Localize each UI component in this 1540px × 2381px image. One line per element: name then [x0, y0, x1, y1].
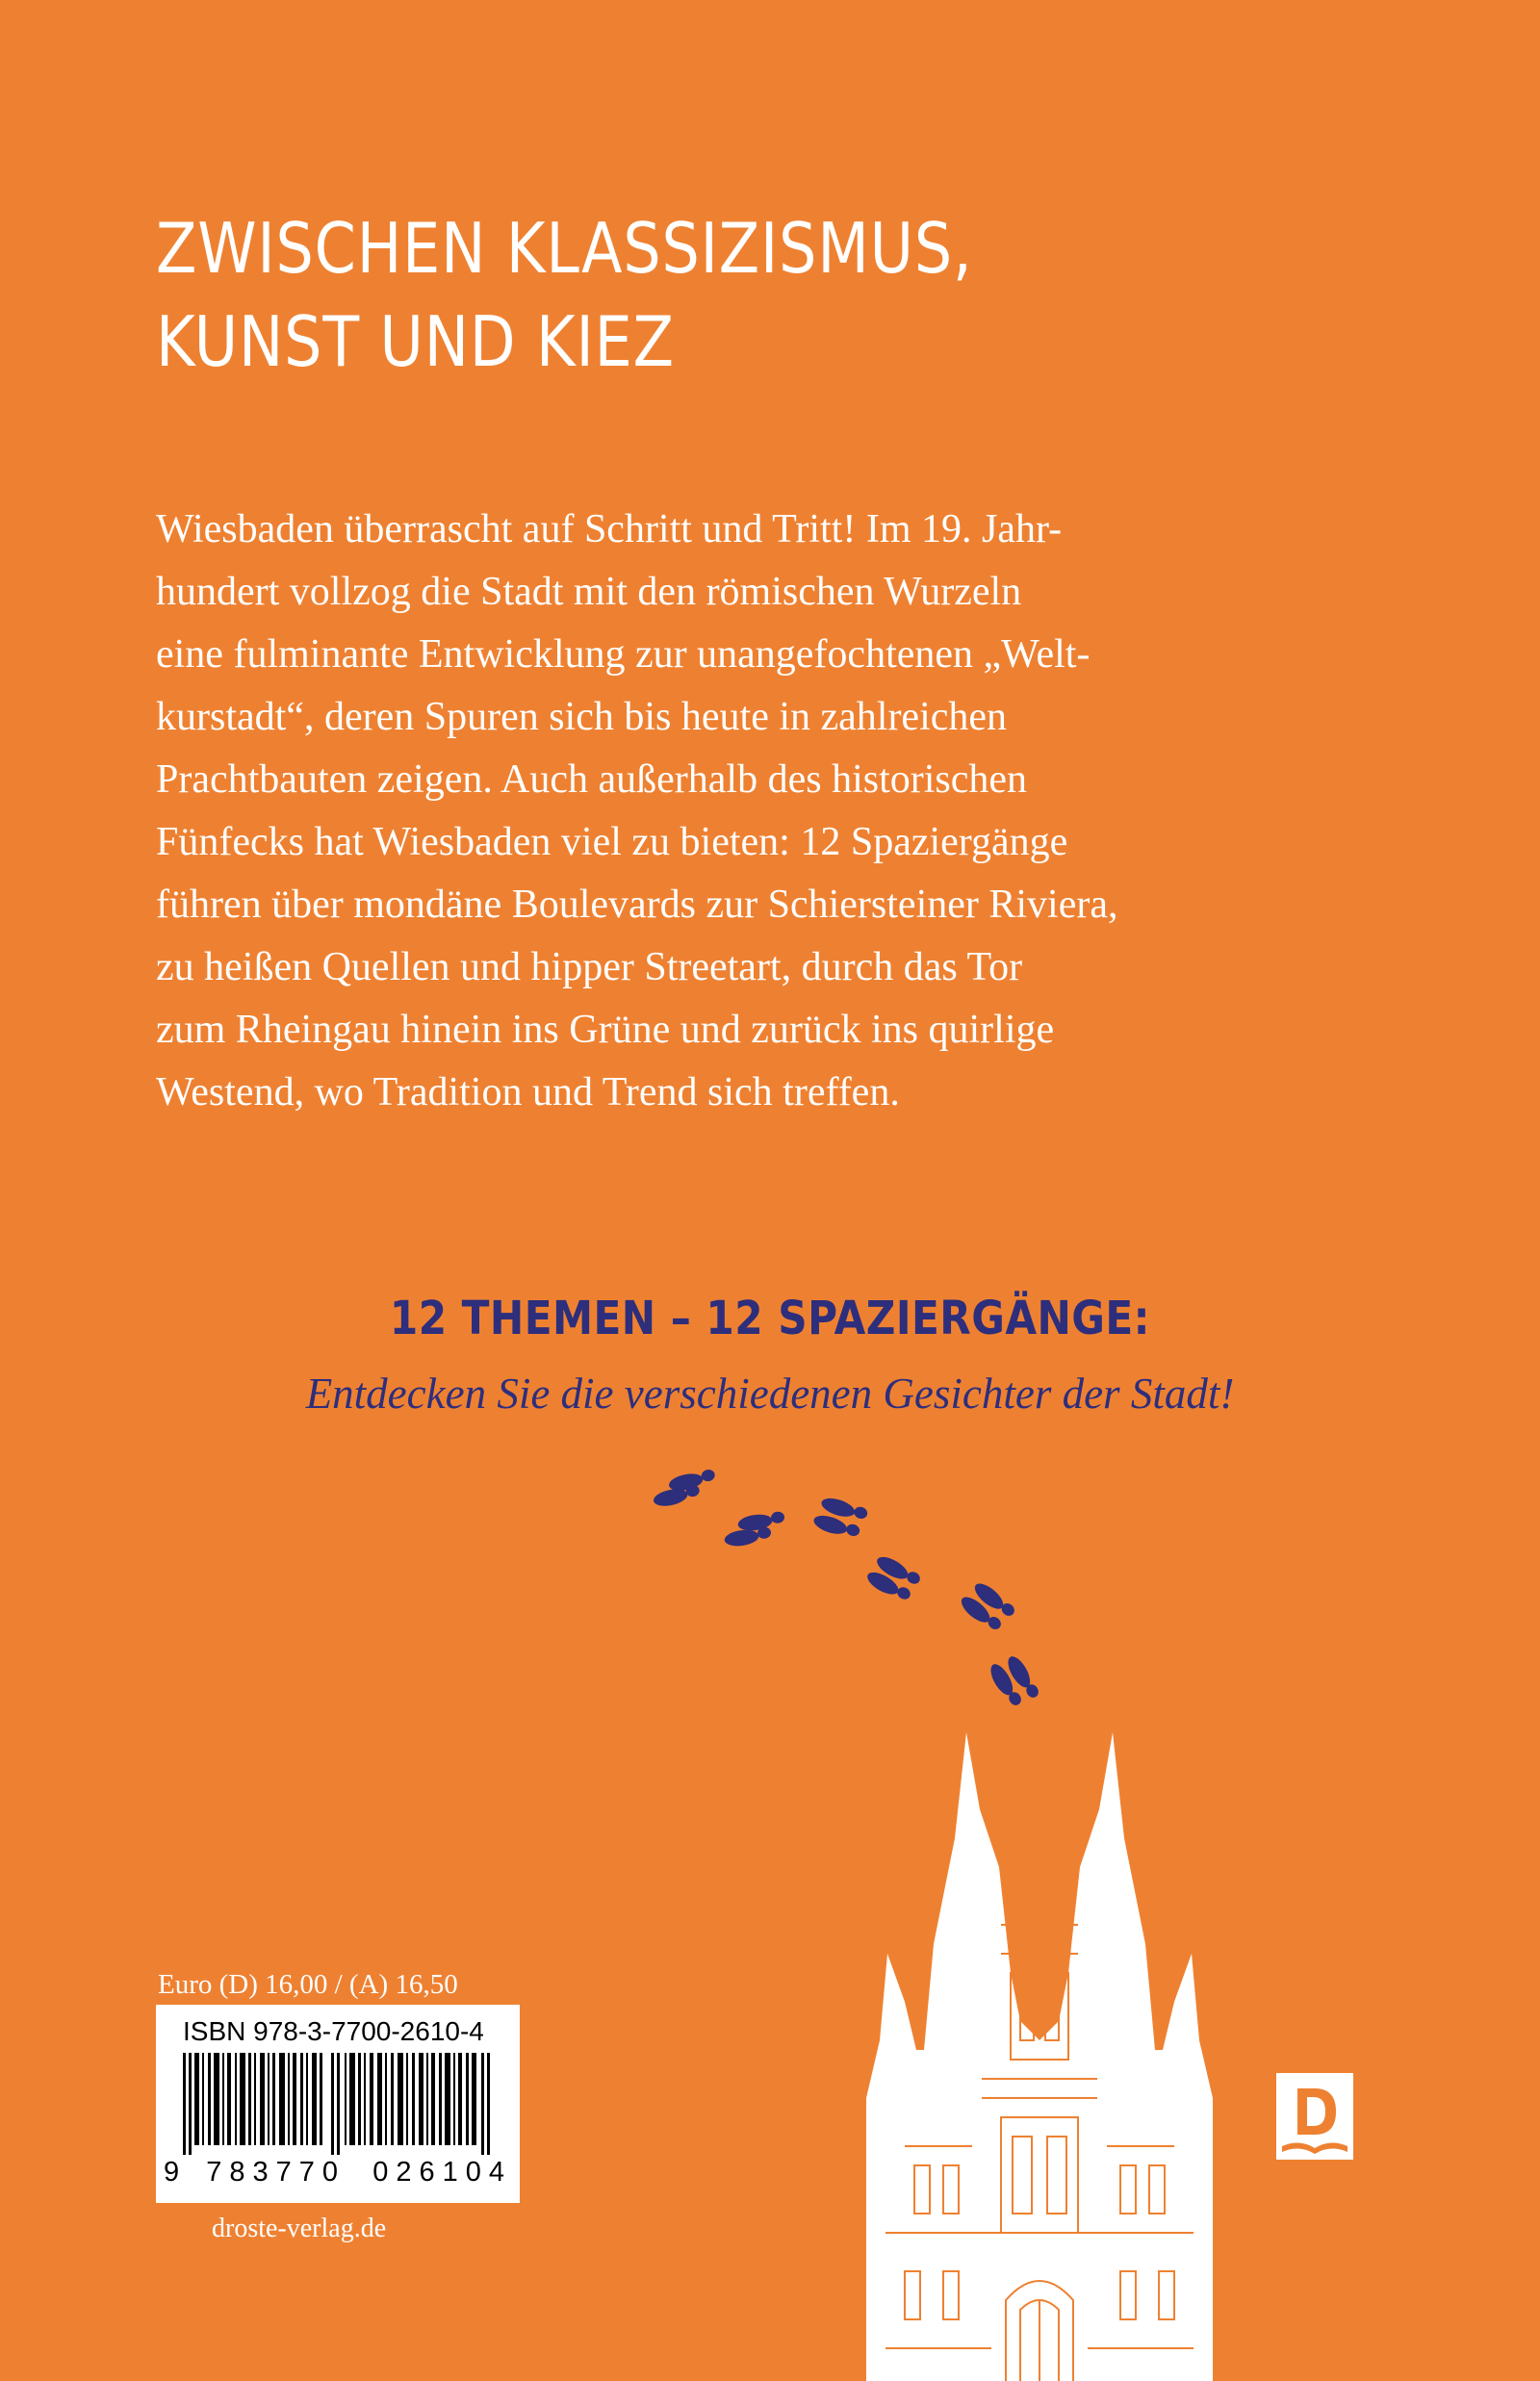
blurb-line: kurstadt“, deren Spuren sich bis heute in zahlreichen: [156, 695, 1008, 739]
isbn-number: ISBN 978-3-7700-2610-4: [183, 2016, 484, 2046]
themes-subtitle: Entdecken Sie die verschiedenen Gesichter der Stadt!: [305, 1370, 1235, 1418]
blurb-line: Fünfecks hat Wiesbaden viel zu bieten: 12 Spaziergänge: [156, 820, 1068, 864]
isbn-barcode: [156, 2005, 520, 2203]
blurb-line: führen über mondäne Boulevards zur Schiersteiner Riviera,: [156, 883, 1118, 927]
church-tower-illustration: [866, 1732, 1213, 2381]
headline-line-1: ZWISCHEN KLASSIZISMUS,: [156, 208, 973, 289]
price-label: Euro (D) 16,00 / (A) 16,50: [158, 1969, 458, 2000]
blurb-text: [156, 499, 1118, 1124]
barcode-digit-group-1: 783770: [206, 2157, 346, 2188]
blurb-line: zum Rheingau hinein ins Grüne und zurück ins quirlige: [156, 1008, 1055, 1052]
headline-line-2: KUNST UND KIEZ: [156, 301, 675, 382]
barcode-digits: [164, 2157, 512, 2189]
themes-title: 12 THEMEN – 12 SPAZIERGÄNGE:: [389, 1292, 1151, 1345]
publisher-logo: [1276, 2073, 1353, 2160]
footprints-icon: [635, 1463, 1078, 1713]
blurb-line: hundert vollzog die Stadt mit den römischen Wurzeln: [156, 570, 1022, 614]
publisher-website: droste-verlag.de: [212, 2214, 387, 2243]
droste-d-icon: [1276, 2073, 1353, 2160]
barcode-digit-first: 9: [164, 2157, 180, 2188]
blurb-line: Prachtbauten zeigen. Auch außerhalb des historischen: [156, 757, 1028, 802]
blurb-line: Westend, wo Tradition und Trend sich treffen.: [156, 1070, 900, 1114]
themes-heading: [0, 1290, 1540, 1347]
blurb-line: zu heißen Quellen und hipper Streetart, durch das Tor: [156, 945, 1023, 989]
barcode-digit-group-2: 026104: [372, 2157, 512, 2188]
cover-headline: [156, 202, 973, 389]
blurb-line: eine fulminante Entwicklung zur unangefochtenen „Welt-: [156, 632, 1091, 677]
barcode-bars: [183, 2053, 493, 2155]
blurb-line: Wiesbaden überrascht auf Schritt und Tritt! Im 19. Jahr-: [156, 507, 1063, 551]
